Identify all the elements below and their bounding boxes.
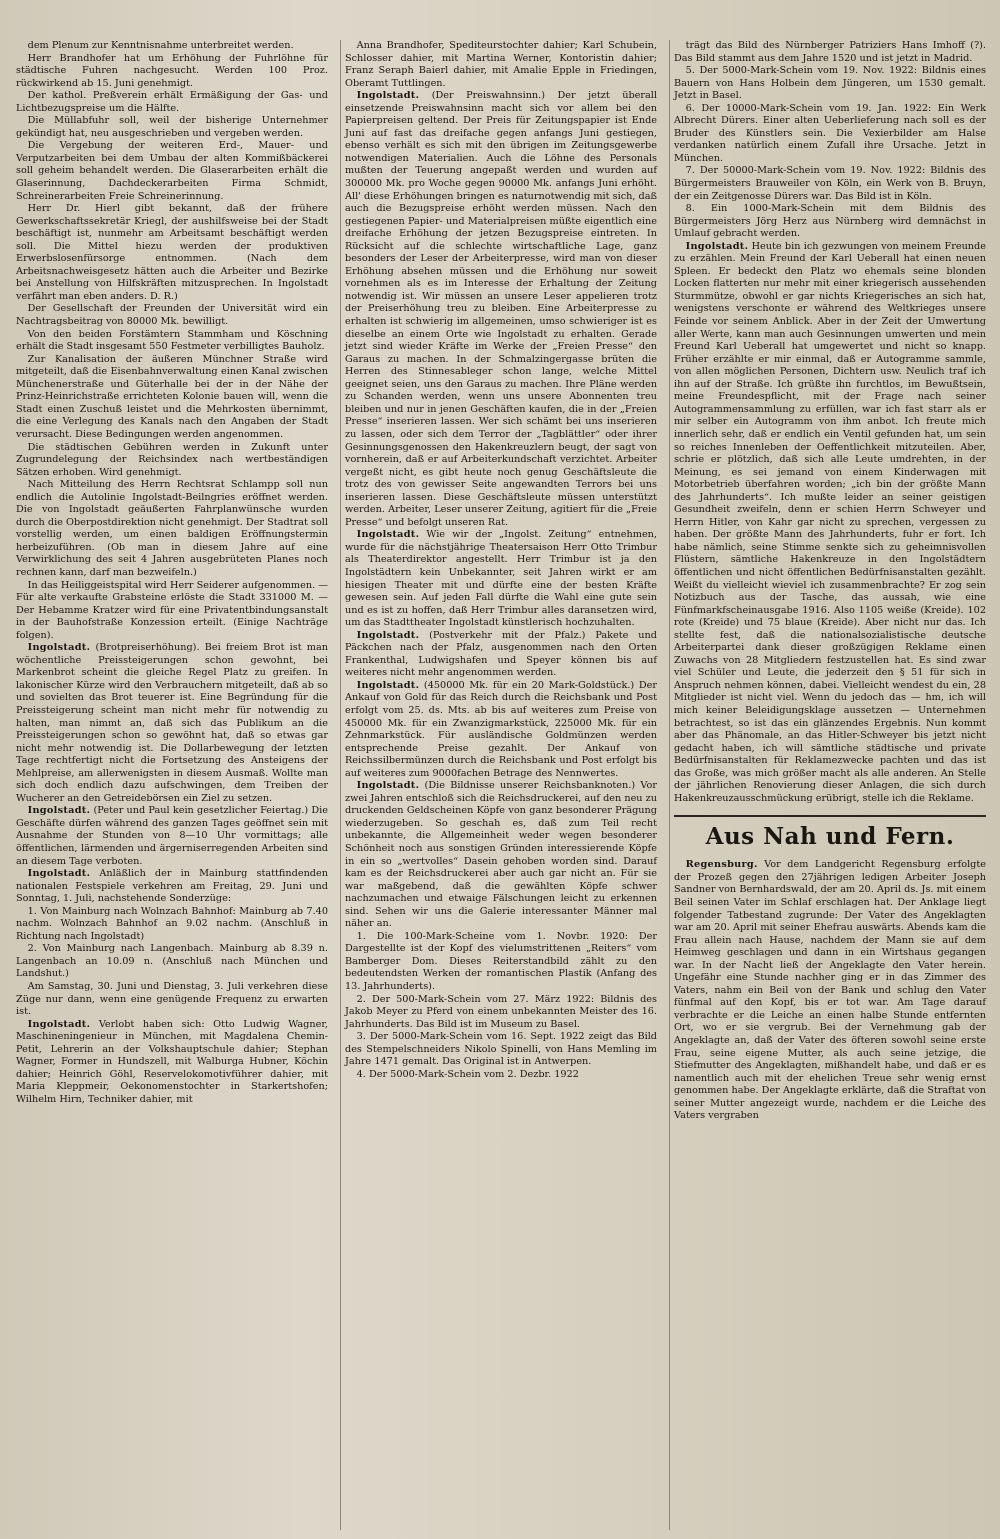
article-paragraph: [16, 442, 328, 480]
paragraph-text: Die Vergebung der weiteren Erd-, Mauer- und Verputzarbeiten bei dem Umbau der alten Kommißbäckerei soll geheim behandelt werden. Die Glaserarbeiten erhält die Glaserinnung, Dachdeckerarbeiten Firma Schmidt, Schreinerarbeiten Freie Schreinerinnung.: [16, 140, 328, 202]
article-paragraph: [674, 241, 986, 806]
dateline: Regensburg.: [685, 859, 758, 871]
paragraph-text: 3. Der 5000-Mark-Schein vom 16. Sept. 1922 zeigt das Bild des Stempelschneiders Nikolo Spinelli, von Hans Memling im Jahre 1471 gemalt. Das Original ist in Antwerpen.: [345, 1031, 657, 1068]
article-paragraph: [16, 53, 328, 91]
dateline: Ingolstadt.: [356, 629, 420, 641]
article-paragraph: [16, 868, 328, 906]
article-paragraph: [674, 859, 986, 1122]
paragraph-text: 7. Der 50000-Mark-Schein vom 19. Nov. 1922: Bildnis des Bürgermeisters Brauweiler von Köln, ein Werk von B. Bruyn, der ein Zeitgenosse Dürers war. Das Bild ist in Köln.: [674, 165, 986, 202]
paragraph-text: Anna Brandhofer, Spediteurstochter dahier; Karl Schubein, Schlosser dahier, mit Martina Werner, Kontoristin dahier; Franz Seraph Baierl dahier, mit Amalie Epple in Friedingen, Oberamt Tuttlingen.: [345, 40, 657, 89]
paragraph-text: (Die Bildnisse unserer Reichsbanknoten.) Vor zwei Jahren entschloß sich die Reichsdruckerei, auf den neu zu druckenden Geldscheinen Köpfe von ganz besonderer Prägung wiederzugeben. So geschah es, daß zum Teil recht unbekannte, die Allgemeinheit weder wegen besonderer Schönheit noch aus sonstigen Gründen interessierende Köpfe in ein so „wertvolles“ Dasein gehoben worden sind. Darauf kam es der Reichsdruckerei aber auch gar nicht an. Für sie war maßgebend, daß die gewählten Köpfe schwer nachzumachen und etwaige Fälschungen leicht zu erkennen sind. Sehen wir uns die Galerie interessanter Männer mal näher an.: [345, 780, 657, 930]
article-paragraph: [16, 943, 328, 981]
paragraph-text: Verlobt haben sich: Otto Ludwig Wagner, Maschineningenieur in München, mit Magdalena Chemin-Petit, Lehrerin an der Volkshauptschule dahier; Stephan Wagner, Former in Hundszell, mit Walburga Hubner, Köchin dahier; Heinrich Göhl, Reservelokomotivführer dahier, mit Maria Kleppmeir, Oekonomenstochter in Starkertshofen; Wilhelm Hirn, Techniker dahier, mit: [16, 1018, 328, 1105]
paragraph-text: Der Gesellschaft der Freunden der Universität wird ein Nachtragsbeitrag von 80000 Mk. bewilligt.: [16, 303, 328, 328]
article-paragraph: [16, 981, 328, 1019]
paragraph-text: 6. Der 10000-Mark-Schein vom 19. Jan. 1922: Ein Werk Albrecht Dürers. Einer alten Ueberlieferung nach soll es der Bruder des Künstlers sein. Die Vexierbilder am Halse verdanken natürlich einem Zufall ihre Ursache. Jetzt in München.: [674, 102, 986, 164]
dateline: Ingolstadt.: [356, 90, 420, 102]
article-paragraph: [16, 1019, 328, 1107]
paragraph-text: Nach Mitteilung des Herrn Rechtsrat Schlampp soll nun endlich die Autolinie Ingolstadt-Beilngries eröffnet werden. Die von Ingolstadt geäußerten Fahrplanwünsche wurden durch die Oberpostdirektion nicht genehmigt. Der Stadtrat soll vorstellig werden, um einen baldigen Eröffnungstermin herbeizuführen. (Ob man in diesem Jahre auf eine Verwirklichung des seit 4 Jahren ausgebrüteten Planes noch rechnen kann, darf man bezweifeln.): [16, 479, 328, 578]
paragraph-text: Anläßlich der in Mainburg stattfindenden nationalen Festspiele verkehren am Freitag, 29. Juni und Sonntag, 1. Juli, nachstehende Sonderzüge:: [16, 868, 328, 905]
paragraph-text: 5. Der 5000-Mark-Schein vom 19. Nov. 1922: Bildnis eines Bauern von Hans Holbein dem Jüngeren, um 1530 gemalt. Jetzt in Basel.: [674, 65, 986, 102]
article-paragraph: [16, 303, 328, 328]
article-paragraph: [345, 529, 657, 629]
paragraph-text: Am Samstag, 30. Juni und Dienstag, 3. Juli verkehren diese Züge nur dann, wenn eine genügende Frequenz zu erwarten ist.: [16, 981, 328, 1018]
paragraph-text: 2. Von Mainburg nach Langenbach. Mainburg ab 8.39 n. Langenbach an 10.09 n. (Anschluß nach München und Landshut.): [16, 943, 328, 980]
article-paragraph: [674, 165, 986, 203]
article-columns: [12, 40, 990, 1530]
article-paragraph: [16, 479, 328, 579]
article-paragraph: [674, 65, 986, 103]
article-paragraph: [16, 140, 328, 203]
article-paragraph: [16, 90, 328, 115]
dateline: Ingolstadt.: [356, 780, 420, 792]
article-paragraph: [674, 103, 986, 166]
paragraph-text: 1. Von Mainburg nach Wolnzach Bahnhof: Mainburg ab 7.40 nachm. Wolnzach Bahnhof an 9.02 nachm. (Anschluß in Richtung nach Ingolstadt): [16, 905, 328, 942]
article-paragraph: [16, 40, 328, 53]
paragraph-text: Die Müllabfuhr soll, weil der bisherige Unternehmer gekündigt hat, neu ausgeschrieben und vergeben werden.: [16, 115, 328, 139]
paragraph-text: (Der Preiswahnsinn.) Der jetzt überall einsetzende Preiswahnsinn macht sich vor allem bei den Papierpreisen geltend. Der Preis für Zeitungspapier ist Ende Juni auf fast das dreifache gegen anfangs Juni gestiegen, ebenso verhält es sich mit den übrigen im Zeitungsgewerbe notwendigen Materialien. Auch die Löhne des Personals mußten der Teuerung angepaßt werden und wurden auf 300000 Mk. pro Woche gegen 90000 Mk. anfangs Juni erhöht. All' diese Erhöhungen bringen es naturnotwendig mit sich, daß auch die Bezugspreise erhöht werden müssen. Nach den gestiegenen Papier- und Materialpreisen müßte eigentlich eine dreifache Erhöhung der jetzen Bezugspreise eintreten. In Rücksicht auf die schlechte wirtschaftliche Lage, ganz besonders der Leser der Arbeiterpresse, wird man von dieser Erhöhung absehen müssen und die Erhöhung nur soweit vornehmen als es im Interesse der Erhaltung der Zeitung notwendig ist. Wir müssen an unsere Leser appelieren trotz der Preiserhöhung treu zu bleiben. Eine Arbeiterpresse zu erhalten ist schwierig im allgemeinen, umso schwieriger ist es dieselbe an einem Orte wie Ingolstadt zu erhalten. Gerade jetzt sind wieder Kräfte im Werke der „Freien Presse“ den Garaus zu machen. In der Schmalzingergasse brüten die Herren des Stinnesableger schon lange, welche Mittel geeignet seien, uns den Garaus zu machen. Ihre Pläne werden zu Schanden werden, wenn uns unsere Abonnenten treu bleiben und nur in jenen Geschäften kaufen, die in der „Freien Presse“ inserieren lassen. Wer sich schämt bei uns inserieren zu lassen, oder sich dem Terror der „Tagblättler“ oder ihrer Gesinnungsgenossen den Hakenkreuzlern beugt, der sagt von vornherein, daß er auf Arbeiterkundschaft verzichtet. Arbeiter vergeßt nicht, es gibt heute noch genug Geschäftsleute die trotz des von gewisser Seite angewandten Terrors bei uns inserieren lassen. Diese Geschäftsleute müssen unterstützt werden. Arbeiter, Leser unserer Zeitung, agitiert für die „Freie Presse“ und befolgt unseren Rat.: [345, 90, 657, 528]
article-paragraph: [16, 329, 328, 354]
article-paragraph: [345, 931, 657, 994]
article-paragraph: [345, 630, 657, 680]
article-paragraph: [345, 90, 657, 529]
paragraph-text: Herr Dr. Hierl gibt bekannt, daß der frühere Gewerkschaftssekretär Kriegl, der aushilfsweise bei der Stadt beschäftigt ist, nunmehr am Arbeitsamt beschäftigt werden soll. Die Mittel hiezu werden der produktiven Erwerbslosenfürsorge entnommen. (Nach dem Arbeitsnachweisgesetz hätten auch die Arbeiter und Bezirke bei Anstellung von Hilfskräften mitzusprechen. In Ingolstadt verfährt man eben anders. D. R.): [16, 203, 328, 302]
article-paragraph: [345, 780, 657, 931]
paragraph-text: 1. Die 100-Mark-Scheine vom 1. Novbr. 1920: Der Dargestellte ist der Kopf des vielumstrittenen „Reiters“ vom Bamberger Dom. Dieses Reiterstandbild zählt zu den bedeutendsten Werken der romantischen Plastik (Anfang des 13. Jahrhunderts).: [345, 930, 657, 993]
article-paragraph: [16, 642, 328, 805]
dateline: Ingolstadt.: [356, 679, 420, 691]
article-paragraph: [345, 680, 657, 780]
dateline: Ingolstadt.: [685, 240, 749, 252]
paragraph-text: Der kathol. Preßverein erhält Ermäßigung der Gas- und Lichtbezugspreise um die Hälfte.: [16, 90, 328, 114]
column-middle: [340, 40, 661, 1530]
article-paragraph: [345, 40, 657, 90]
article-paragraph: [345, 1031, 657, 1069]
section-heading: Aus Nah und Fern.: [674, 815, 986, 851]
paragraph-text: Von den beiden Forstämtern Stammham und Köschning erhält die Stadt insgesamt 550 Festmeter verbilligtes Bauholz.: [16, 328, 328, 353]
article-paragraph: [16, 203, 328, 303]
paragraph-text: 2. Der 500-Mark-Schein vom 27. März 1922: Bildnis des Jakob Meyer zu Pferd von einem unbekannten Meister des 16. Jahrhunderts. Das Bild ist im Museum zu Basel.: [345, 993, 657, 1030]
dateline: Ingolstadt.: [27, 1018, 91, 1030]
article-paragraph: [345, 1069, 657, 1082]
article-paragraph: [674, 203, 986, 241]
paragraph-text: In das Heiliggeistspital wird Herr Seiderer aufgenommen. — Für alte verkaufte Grabsteine erlöste die Stadt 331000 M. — Der Hebamme Kratzer wird für eine Privatentbindungsanstalt in der Bauhofstraße Konzession erteilt. (Einige Nachträge folgen).: [16, 579, 328, 641]
article-paragraph: [345, 994, 657, 1032]
article-paragraph: [16, 906, 328, 944]
dateline: Ingolstadt.: [27, 805, 91, 817]
dateline: Ingolstadt.: [356, 529, 420, 541]
paragraph-text: Die städtischen Gebühren werden in Zukunft unter Zugrundelegung der Reichsindex nach wertbeständigen Sätzen erhoben. Wird genehmigt.: [16, 441, 328, 478]
paragraph-text: Vor dem Landgericht Regensburg erfolgte der Prozeß gegen den 27jährigen ledigen Arbeiter Joseph Sandner von Bernhardswald, der am 20. April ds. Js. mit einem Beil seinen Vater im Schlaf erschlagen hat. Der Anklage liegt folgender Tatbestand zugrunde: Der Vater des Angeklagten war am 20. April mit seiner Ehefrau auswärts. Abends kam die Frau allein nach Hause, nachdem der Mann sie auf dem Heimweg geschlagen und dann in ein Wirtshaus gegangen war. In der Nacht ließ der Angeklagte den Vater herein. Ungefähr eine Stunde nachher ging er in das Zimmer des Vaters, nahm ein Beil von der Bank und schlug den Vater fünfmal auf den Kopf, bis er tot war. Am Tage darauf verbrachte er die Leiche an einen halbe Stunde entfernten Ort, wo er sie vergrub. Bei der Vernehmung gab der Angeklagte an, daß der Vater des öfteren sowohl seine erste Frau, seine eigene Mutter, als auch seine jetzige, die Stiefmutter des Angeklagten, mißhandelt habe, und daß er es namentlich auch mit der ehelichen Treue sehr wenig ernst genommen habe. Der Angeklagte erklärte, daß die Straftat von seiner Mutter angezeigt wurde, nachdem er die Leiche des Vaters vergraben: [674, 859, 986, 1122]
paragraph-text: (450000 Mk. für ein 20 Mark-Goldstück.) Der Ankauf von Gold für das Reich durch die Reichsbank und Post erfolgt vom 25. ds. Mts. ab bis auf weiteres zum Preise von 450000 Mk. für ein Zwanzigmarkstück, 225000 Mk. für ein Zehnmarkstück. Für ausländische Goldmünzen werden entsprechende Preise gezahlt. Der Ankauf von Reichssilbermünzen durch die Reichsbank und Post erfolgt bis auf weiteres zum 9000fachen Betrage des Nennwertes.: [345, 679, 657, 779]
article-paragraph: [674, 40, 986, 65]
article-paragraph: [16, 805, 328, 868]
dateline: Ingolstadt.: [27, 642, 91, 654]
paragraph-text: (Brotpreiserhöhung). Bei freiem Brot ist man wöchentliche Preissteigerungen schon gewohnt, bei Markenbrot scheint die gleiche Regel Platz zu greifen. In lakonischer Kürze wird den Verbrauchern mitgeteilt, daß ab so und sovielten das Brot teuerer ist. Eine Begründung für die Preissteigerung scheint man nicht mehr für notwendig zu halten, man nimmt an, daß sich das Publikum an die Preissteigerungen schon so gewöhnt hat, daß so etwas gar nicht mehr notwendig ist. Die Dollarbewegung der letzten Tage rechtfertigt nicht die Fortsetzung des Ansteigens der Mehlpreise, am allerwenigsten in diesem Ausmaß. Wollte man sich doch endlich dazu aufschwingen, dem Treiben der Wucherer an den Getreidebörsen ein Ziel zu setzen.: [16, 642, 328, 804]
paragraph-text: Heute bin ich gezwungen von meinem Freunde zu erzählen. Mein Freund der Karl Ueberall hat einen neuen Spleen. Er bedeckt den Platz wo ehemals seine blonden Locken flatterten nur mehr mit einer kriegerisch aussehenden Sturmmütze, obwohl er gar nichts Kriegerisches an sich hat, wenigstens verschonte er während des Weltkrieges unsere Feinde vor seinem Anblick. Aber in der Zeit der Umwertung aller Werte, kann man auch Gesinnungen umwerten und mein Freund Karl Ueberall hat umgewertet und nicht so knapp. Früher erzählte er mir einmal, daß er Autogramme sammle, von allen möglichen Personen, Dichtern usw. Neulich traf ich ihn auf der Straße. Ich grüßte ihn furchtlos, im Bewußtsein, meine Freundespflicht, mit der Frage nach seiner Autogrammensammlung zu erfüllen, war ich fast starr als er mir selber ein Autogramm von ihm anbot. Ich freute mich innerlich sehr, daß er endlich ein Ventil gefunden hat, um sein so reiches Innenleben der Oeffentlichkeit mitzuteilen. Aber, schrie er plötzlich, daß sich alle Leute umdrehten, in der Meinung, es sei jemand von einem Kinderwagen mit Motorbetrieb überfahren worden; „ich bin der größte Mann des Jahrhunderts“. Ich mußte leider an seiner geistigen Gesundheit zweifeln, denn er schien Herrn Schweyer und Herrn Hitler, von Kahr gar nicht zu sprechen, vergessen zu haben. Der größte Mann des Jahrhunderts, fuhr er fort. Ich habe nämlich, seine Stimme senkte sich zu geheimnisvollen Flüstern, sämtliche Hakenkreuze in den Ingolstädtern öffentlichen und nicht öffentlichen Bedürfnisanstalten gezählt. Weißt du vielleicht wieviel ich zusammenbrachte? Er zog sein Notizbuch aus der Tasche, das aussah, wie eine Fünfmarkfscheinausgabe 1916. Also 1105 weiße (Kreide). 102 rote (Kreide) und 75 blaue (Kreide). Aber nicht nur das. Ich stellte fest, daß die nationalsozialistische deutsche Arbeiterpartei dank dieser großzügigen Reklame einen Zuwachs von 28 Mitgliedern festzustellen hat. Es sind zwar viel Schüler und Leute, die jederzeit den § 51 für sich in Anspruch nehmen können, dabei. Vielleicht wendest du ein, 28 Mitglieder ist nicht viel. Wenn du jedoch das — hm, ich will mich keiner Beleidigungsklage aussetzen — Unternehmen betrachtest, so ist das ein glänzendes Ergebnis. Nun kommt aber das Phänomale, an das Hitler-Schweyer bis jetzt nicht gedacht haben, ich will sämtliche städtische und private Bedürfnisanstalten für Reklamezwecke pachten und das ist das Große, was mich größer macht als alle anderen. An Stelle der jährlichen Renovierung dieser Anlagen, die sich durch Hakenkreuzausschmückung erübrigt, stelle ich die Reklame.: [674, 240, 986, 804]
article-paragraph: [16, 580, 328, 643]
paragraph-text: 8. Ein 1000-Mark-Schein mit dem Bildnis des Bürgermeisters Jörg Herz aus Nürnberg wird demnächst in Umlauf gebracht werden.: [674, 203, 986, 240]
paragraph-text: Herr Brandhofer hat um Erhöhung der Fuhrlöhne für städtische Fuhren nachgesucht. Werden 100 Proz. rückwirkend ab 15. Juni genehmigt.: [16, 52, 328, 89]
paragraph-text: 4. Der 5000-Mark-Schein vom 2. Dezbr. 1922: [356, 1068, 579, 1080]
column-left: [12, 40, 332, 1530]
column-right: [669, 40, 990, 1530]
article-paragraph: [16, 115, 328, 140]
dateline: Ingolstadt.: [27, 868, 91, 880]
paragraph-text: dem Plenum zur Kenntnisnahme unterbreitet werden.: [27, 40, 294, 51]
paragraph-text: (Peter und Paul kein gesetzlicher Feiertag.) Die Geschäfte dürfen während des ganzen Tages geöffnet sein mit Ausnahme der Stunden von 8—10 Uhr vormittags; alle öffentlichen, lärmenden und ärgerniserregenden Arbeiten sind an diesem Tage verboten.: [16, 805, 328, 867]
paragraph-text: Zur Kanalisation der äußeren Münchner Straße wird mitgeteilt, daß die Eisenbahnverwaltung einen Kanal zwischen Münchenerstraße und Güterhalle bei der in der Nähe der Prinz-Heinrichstraße errichteten Kolonie bauen will, wenn die Stadt einen Zuschuß leistet und die Mehrkosten übernimmt, die eine Verlegung des Kanals nach den Angaben der Stadt verursacht. Diese Bedingungen werden angenommen.: [16, 353, 328, 440]
paragraph-text: Wie wir der „Ingolst. Zeitung“ entnehmen, wurde für die nächstjährige Theatersaison Herr Otto Trimbur als Theaterdirektor angestellt. Herr Trimbur ist ja den Ingolstädtern kein Unbekannter, seit Jahren wirkt er am hiesigen Theater mit und dürfte eine der besten Kräfte gewesen sein. Auf jeden Fall dürfte die Wahl eine gute sein und es ist zu hoffen, daß Herr Trimbur alles daransetzen wird, um das Stadttheater Ingolstadt künstlerisch hochzuhalten.: [345, 529, 657, 629]
paragraph-text: (Postverkehr mit der Pfalz.) Pakete und Päckchen nach der Pfalz, ausgenommen nach den Orten Frankenthal, Ludwigshafen und Speyer können bis auf weiteres nicht mehr angenommen werden.: [345, 629, 657, 679]
paragraph-text: trägt das Bild des Nürnberger Patriziers Hans Imhoff (?). Das Bild stammt aus dem Jahre 1520 und ist jetzt in Madrid.: [674, 40, 986, 64]
article-paragraph: [16, 354, 328, 442]
